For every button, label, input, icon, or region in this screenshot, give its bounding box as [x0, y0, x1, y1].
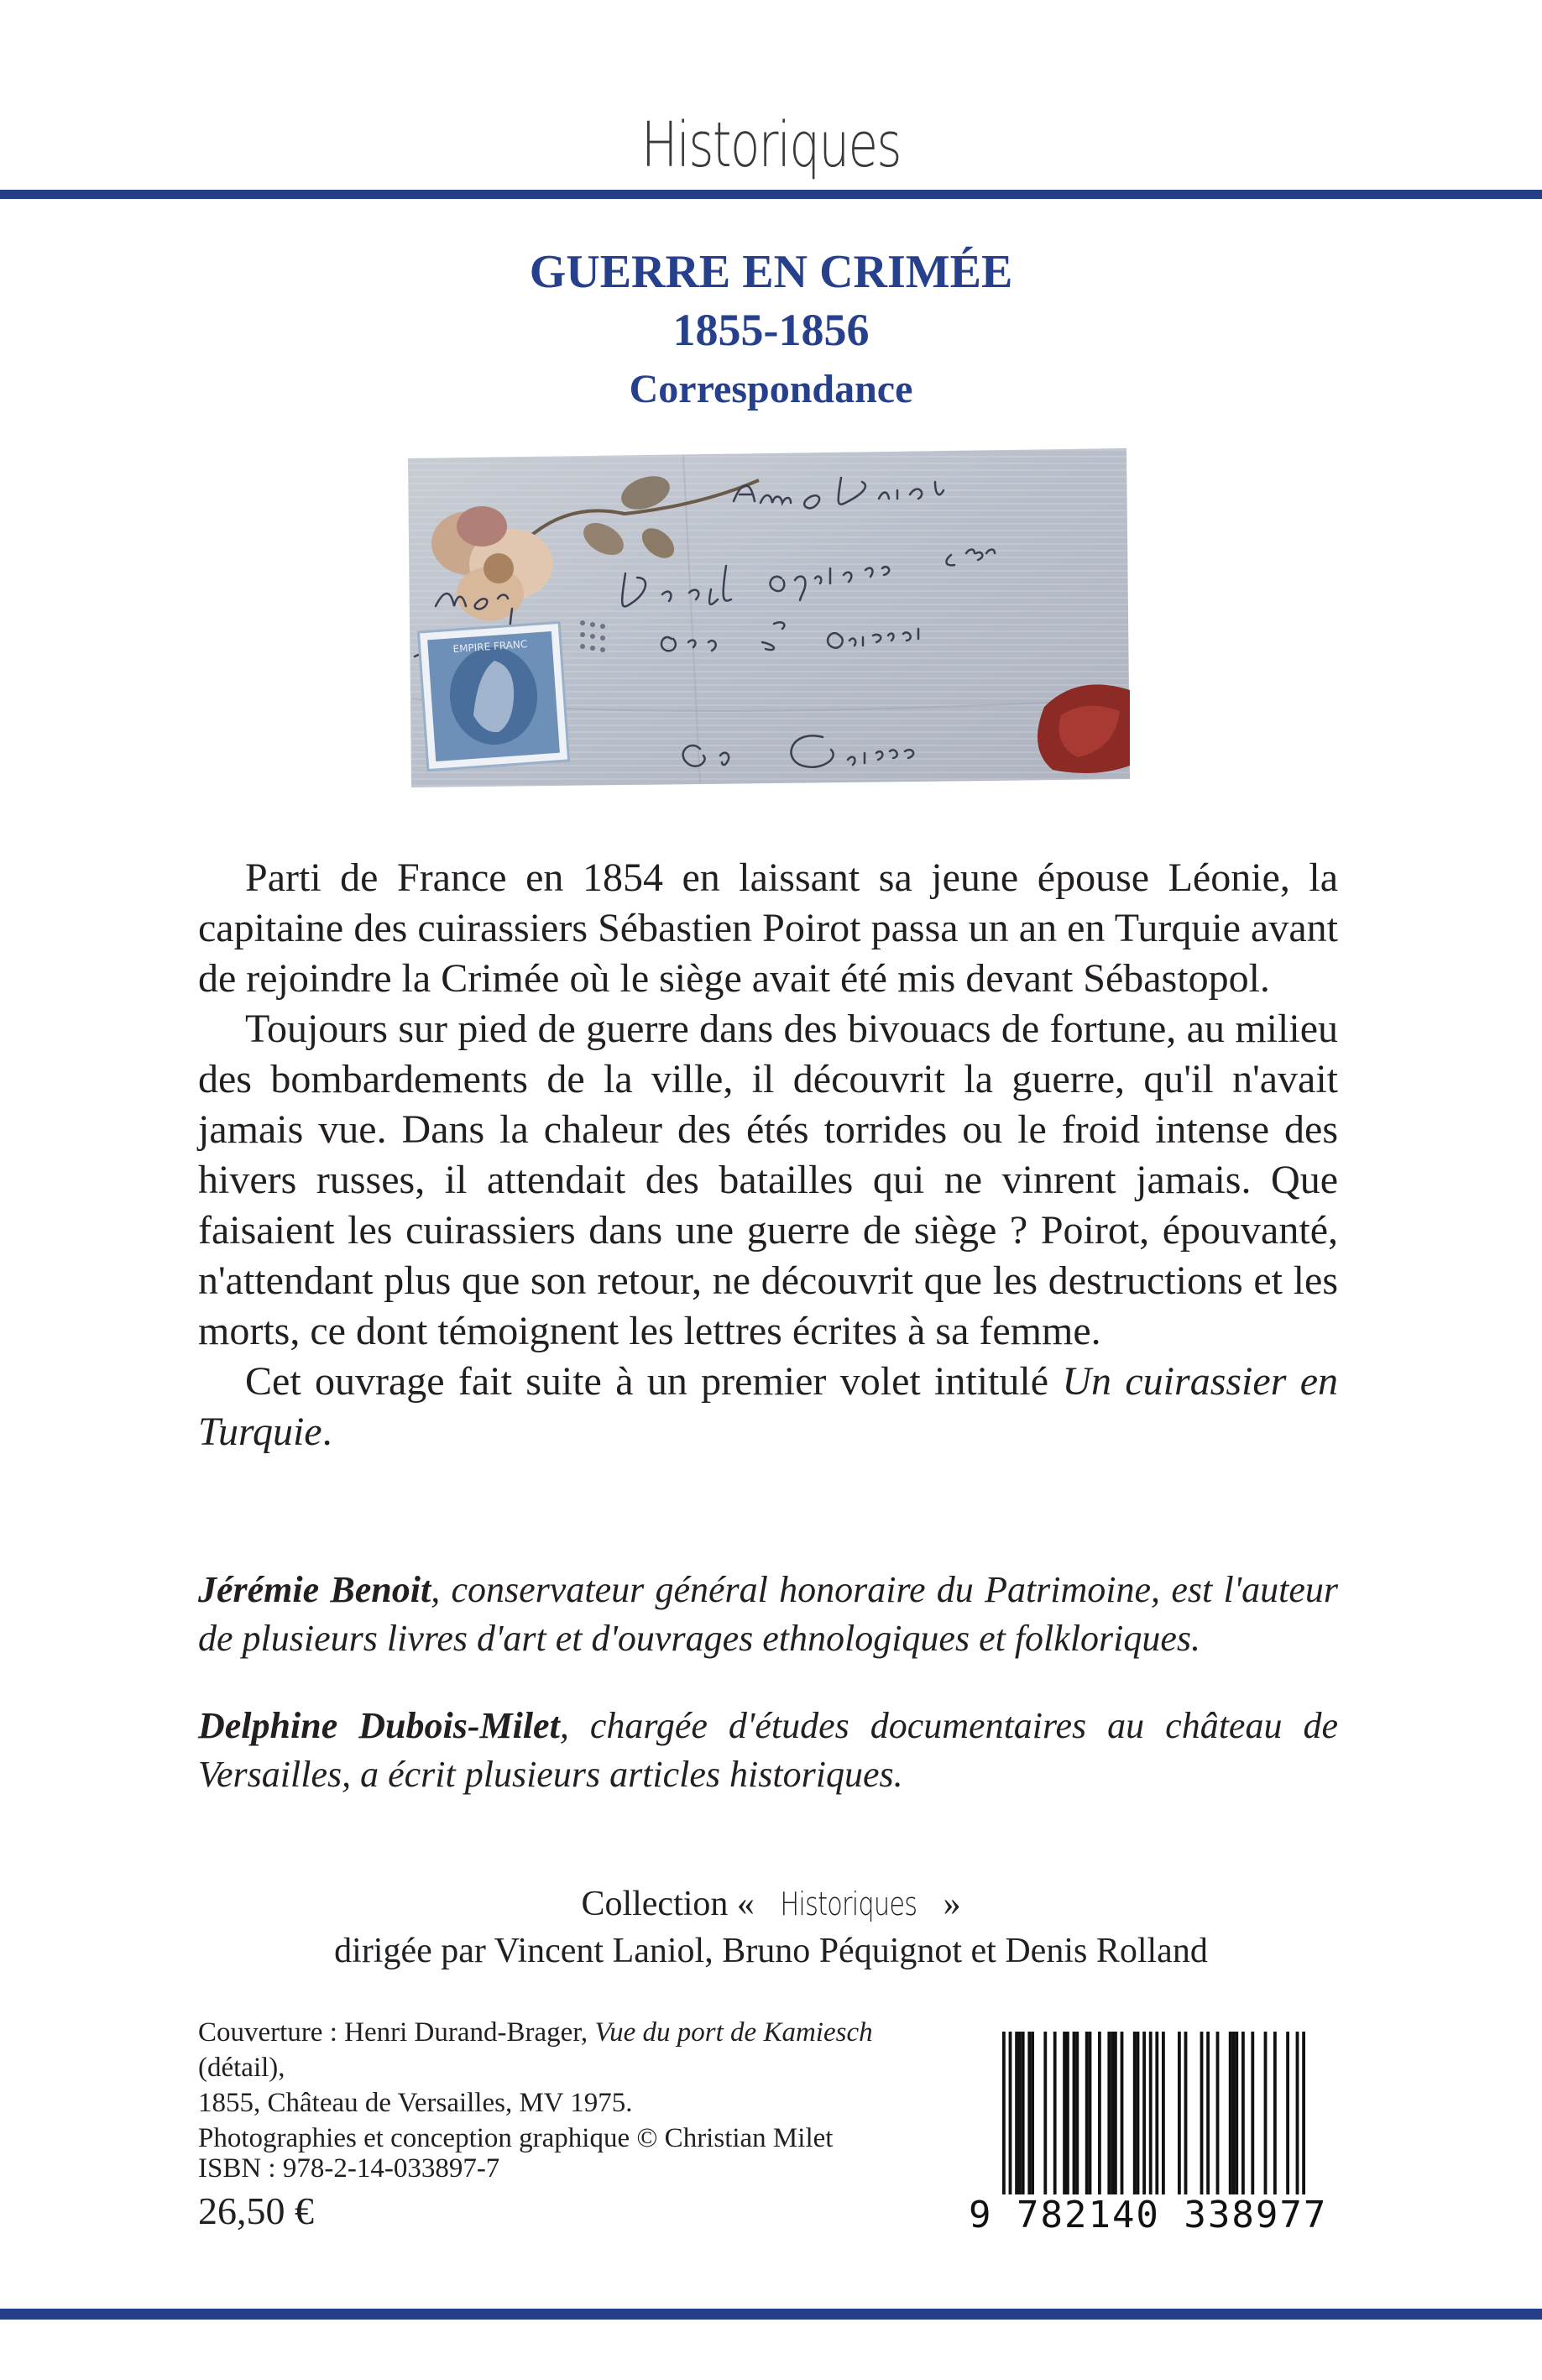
stamp-text: EMPIRE FRANC: [452, 638, 528, 656]
collection-series-name: Historiques: [780, 1886, 917, 1922]
author-name: Jérémie Benoit: [198, 1569, 431, 1610]
book-title: GUERRE EN CRIMÉE: [529, 246, 1013, 298]
top-rule: [0, 190, 1542, 199]
cover-painting-title: Vue du port de Kamiesch: [594, 2017, 873, 2048]
summary-paragraph-3: Cet ouvrage fait suite à un premier volet intitulé Un cuirassier en Turquie.: [198, 1359, 1339, 1454]
summary-paragraph-1: Parti de France en 1854 en laissant sa jeune épouse Léonie, la capitaine des cuirassiers Sébastien Poirot passa un an en Turquie avant de rejoindre la Crimée où le siège avait été mis devant Sébastopol.: [198, 855, 1338, 1001]
collection-directors: dirigée par Vincent Laniol, Bruno Péquignot et Denis Rolland: [334, 1932, 1208, 1970]
book-dates: 1855-1856: [672, 305, 870, 355]
letter-envelope-image: [406, 447, 1132, 790]
series-name: Historiques: [641, 109, 901, 181]
postage-stamp-icon: [418, 622, 568, 770]
author-bios: [198, 1566, 1338, 1838]
previous-volume-title: Un cuirassier en Turquie: [198, 1359, 1339, 1454]
barcode-digits: 9 782140 338977: [969, 2194, 1330, 2236]
collection-info: Collection « Historiques » dirigée par Vincent Laniol, Bruno Péquignot et Denis Rolland: [0, 1880, 1542, 1975]
back-cover-summary: [198, 853, 1338, 1457]
book-subtitle: Correspondance: [629, 367, 913, 411]
author-bio: Delphine Dubois-Milet, chargée d'études documentaires au château de Versailles, a écrit plusieurs articles historiques.: [198, 1705, 1338, 1795]
cover-credits: Couverture : Henri Durand-Brager, Vue du port de Kamiesch (détail), 1855, Château de Versailles, MV 1975. Photographies et conception graphique © Christian Milet: [198, 2017, 873, 2153]
summary-paragraph-2: Toujours sur pied de guerre dans des bivouacs de fortune, au milieu des bombardements de la ville, il découvrit la guerre, qu'il n'avait jamais vue. Dans la chaleur des étés torrides ou le froid intense des hivers russes, il attendait des batailles qui ne vinrent jamais. Que faisaient les cuirassiers dans une guerre de siège ? Poirot, épouvanté, n'attendant plus que son retour, ne découvrit que les destructions et les morts, ce dont témoignent les lettres écrites à sa femme.: [198, 1007, 1338, 1353]
bottom-rule: [0, 2309, 1542, 2320]
isbn: ISBN : 978-2-14-033897-7: [198, 2153, 500, 2184]
author-name: Delphine Dubois-Milet: [198, 1705, 560, 1746]
price: 26,50 €: [198, 2189, 314, 2232]
author-bio: Jérémie Benoit, conservateur général honoraire du Patrimoine, est l'auteur de plusieurs livres d'art et d'ouvrages ethnologiques et folkloriques.: [198, 1569, 1338, 1659]
